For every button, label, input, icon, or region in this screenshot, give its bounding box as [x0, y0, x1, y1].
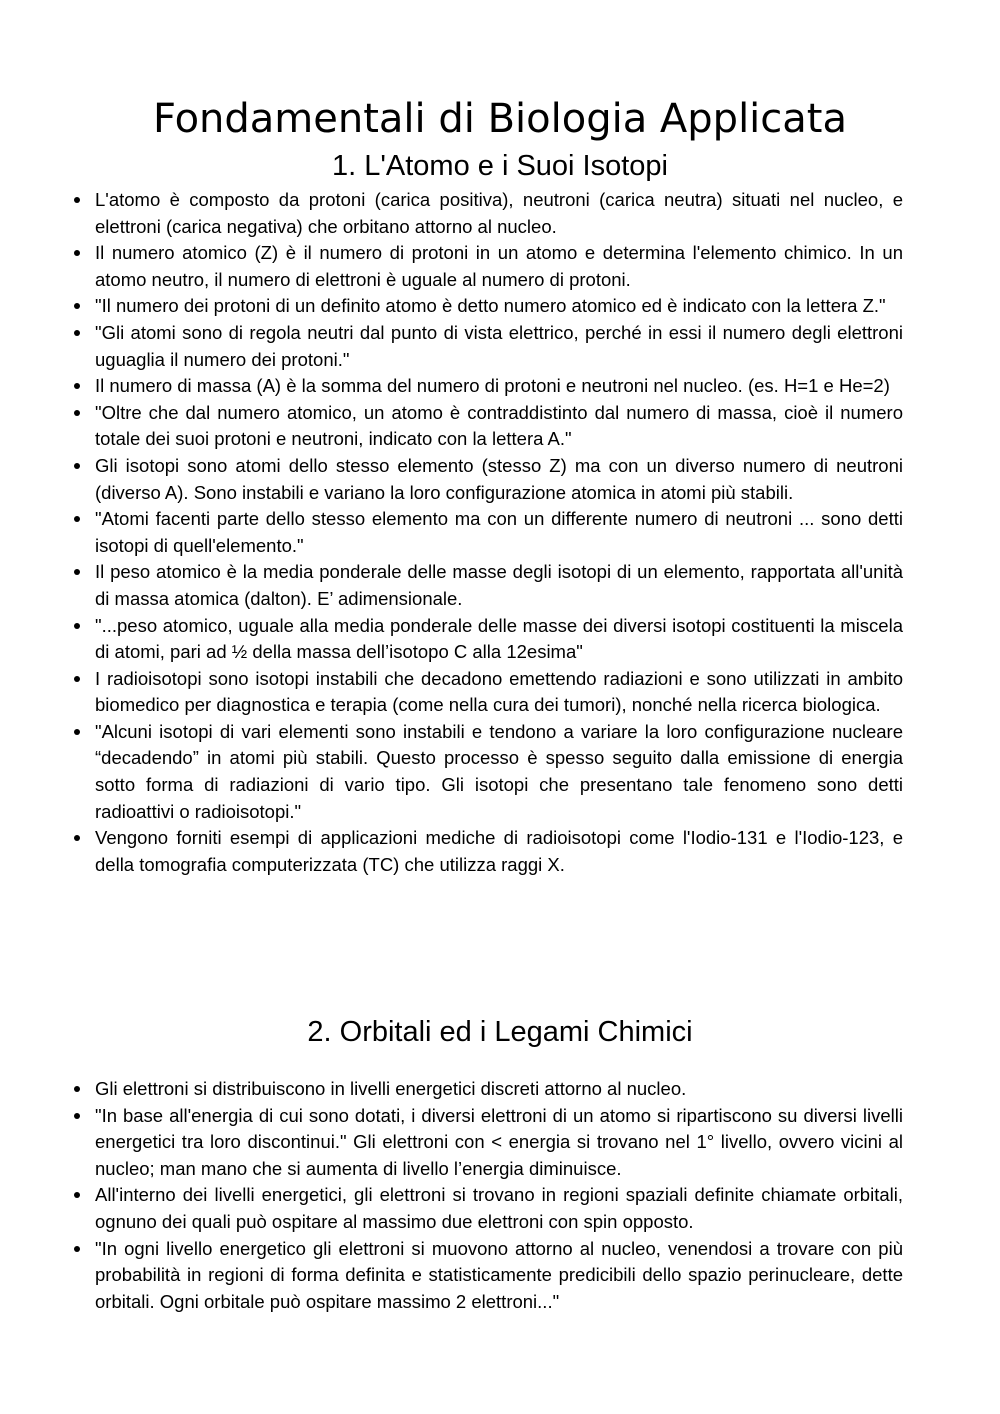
list-item: [95, 240, 903, 293]
bullet-icon: [74, 463, 80, 469]
bullet-icon: [74, 676, 80, 682]
bullet-icon: [74, 1086, 80, 1092]
list-item: [95, 293, 903, 320]
list-item-text: Vengono forniti esempi di applicazioni mediche di radioisotopi come l'Iodio-131 e l'Iodio-123, e della tomografia computerizzata (TC) che utilizza raggi X.: [95, 827, 903, 875]
list-item-text: "...peso atomico, uguale alla media ponderale delle masse dei diversi isotopi costituenti la miscela di atomi, pari ad ½ della massa dell’isotopo C alla 12esima": [95, 614, 903, 663]
bullet-icon: [74, 330, 80, 336]
list-item-text: Gli isotopi sono atomi dello stesso elemento (stesso Z) ma con un diverso numero di neutroni (diverso A). Sono instabili e variano la loro configurazione atomica in atomi più stabili.: [95, 454, 903, 503]
list-item: [95, 1103, 903, 1183]
section-2-bullet-list: [95, 1076, 903, 1315]
bullet-icon: [74, 197, 80, 203]
list-item: [95, 506, 903, 559]
bullet-icon: [74, 1246, 80, 1252]
bullet-icon: [74, 383, 80, 389]
bullet-icon: [74, 729, 80, 735]
list-item: [95, 1182, 903, 1235]
list-item-text: "In ogni livello energetico gli elettroni si muovono attorno al nucleo, venendosi a trovare con più probabilità in regioni di forma definita e statisticamente predicibili dello spazio perinucleare, dette orbitali. Ogni orbitale può ospitare massimo 2 elettroni...": [95, 1237, 903, 1312]
bullet-icon: [74, 410, 80, 416]
list-item-text: Il peso atomico è la media ponderale delle masse degli isotopi di un elemento, rapportata all'unità di massa atomica (dalton). E’ adimensionale.: [95, 561, 903, 609]
list-item-text: Il numero di massa (A) è la somma del numero di protoni e neutroni nel nucleo. (es. H=1 e He=2): [95, 375, 890, 397]
list-item: [95, 453, 903, 506]
list-item-text: Il numero atomico (Z) è il numero di protoni in un atomo e determina l'elemento chimico. In un atomo neutro, il numero di elettroni è uguale al numero di protoni.: [95, 242, 903, 290]
bullet-icon: [74, 835, 80, 841]
list-item: [95, 400, 903, 453]
list-item-text: "Alcuni isotopi di vari elementi sono instabili e tendono a variare la loro configurazione nucleare “decadendo” in atomi più stabili. Questo processo è spesso seguito dalla emissione di energia sotto forma di radiazioni di vario tipo. Gli isotopi che presentano tale fenomeno sono detti radioattivi o radioisotopi.": [95, 720, 903, 822]
list-item-text: L'atomo è composto da protoni (carica positiva), neutroni (carica neutra) situati nel nucleo, e elettroni (carica negativa) che orbitano attorno al nucleo.: [95, 189, 903, 237]
list-item-text: I radioisotopi sono isotopi instabili che decadono emettendo radiazioni e sono utilizzati in ambito biomedico per diagnostica e terapia (come nella cura dei tumori), nonché nella ricerca biologica.: [95, 667, 903, 716]
bullet-icon: [74, 1192, 80, 1198]
list-item: [95, 1076, 903, 1103]
list-item: [95, 373, 903, 400]
bullet-icon: [74, 1113, 80, 1119]
list-item: [95, 719, 903, 825]
list-item: [95, 320, 903, 373]
list-item-text: "In base all'energia di cui sono dotati, i diversi elettroni di un atomo si ripartiscono su diversi livelli energetici tra loro discontinui." Gli elettroni con < energia si trovano nel 1° livello, ovvero vicini al nucleo; man mano che si aumenta di livello l’energia diminuisce.: [95, 1104, 903, 1179]
bullet-icon: [74, 569, 80, 575]
list-item-text: "Atomi facenti parte dello stesso elemento ma con un differente numero di neutroni ... sono detti isotopi di quell'elemento.": [95, 508, 903, 556]
list-item-text: Gli elettroni si distribuiscono in livelli energetici discreti attorno al nucleo.: [95, 1078, 687, 1099]
bullet-icon: [74, 623, 80, 629]
bullet-icon: [74, 516, 80, 522]
list-item-text: All'interno dei livelli energetici, gli elettroni si trovano in regioni spaziali definite chiamate orbitali, ognuno dei quali può ospitare al massimo due elettroni con spin opposto.: [95, 1184, 903, 1232]
bullet-icon: [74, 303, 80, 309]
list-item-text: "Oltre che dal numero atomico, un atomo è contraddistinto dal numero di massa, cioè il numero totale dei suoi protoni e neutroni, indicato con la lettera A.": [95, 401, 903, 450]
section-2-heading: 2. Orbitali ed i Legami Chimici: [307, 1016, 693, 1048]
document-title: Fondamentali di Biologia Applicata: [152, 96, 847, 142]
list-item-text: "Il numero dei protoni di un definito atomo è detto numero atomico ed è indicato con la lettera Z.": [95, 295, 886, 317]
bullet-icon: [74, 250, 80, 256]
section-1-bullet-list: [95, 187, 903, 878]
list-item: [95, 187, 903, 240]
list-item: [95, 1236, 903, 1316]
list-item: [95, 613, 903, 666]
list-item-text: "Gli atomi sono di regola neutri dal punto di vista elettrico, perché in essi il numero degli elettroni uguaglia il numero dei protoni.": [95, 321, 903, 370]
list-item: [95, 666, 903, 719]
list-item: [95, 559, 903, 612]
list-item: [95, 825, 903, 878]
section-1-heading: 1. L'Atomo e i Suoi Isotopi: [331, 150, 668, 182]
